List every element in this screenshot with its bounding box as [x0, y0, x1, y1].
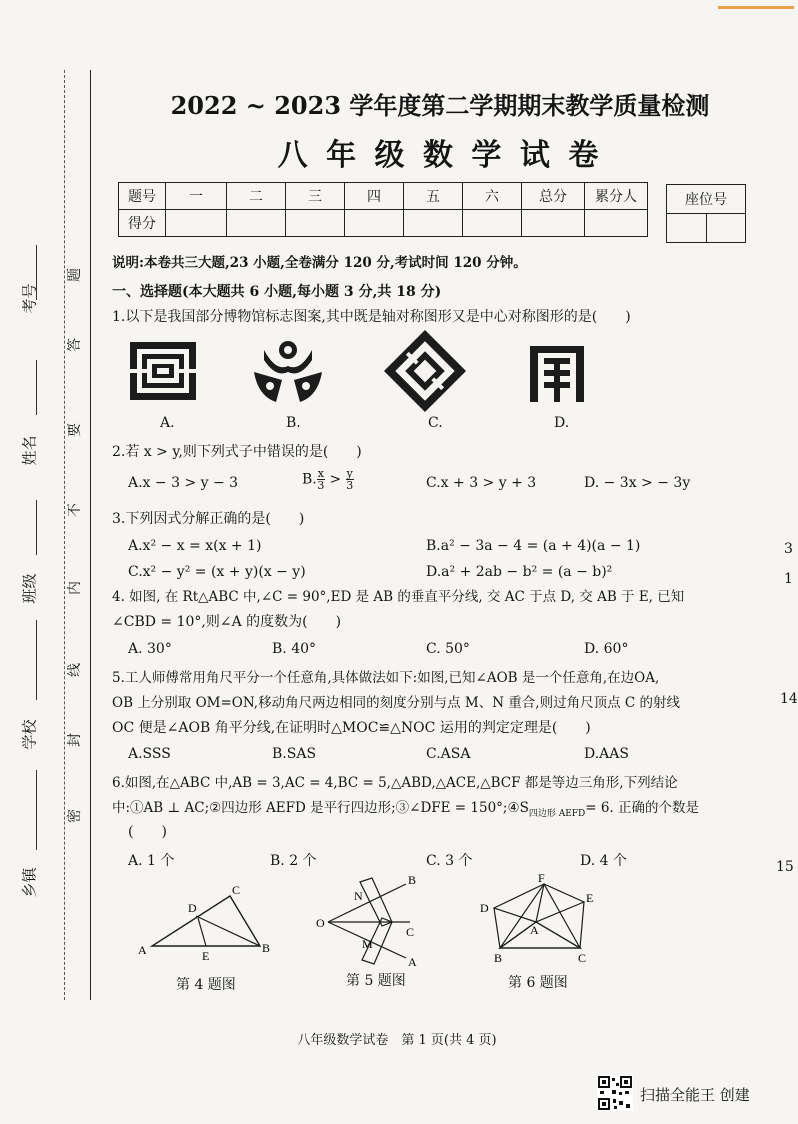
side-field-class: 班级: [20, 573, 39, 604]
q5-line3: OC 便是∠AOB 角平分线,在证明时△MOC≌△NOC 运用的判定定理是( ): [112, 720, 591, 736]
figure-4: [134, 884, 274, 964]
seal-char: 封: [67, 733, 83, 747]
q2-frac-num: y: [346, 467, 353, 480]
q2-frac-den: 3: [317, 479, 325, 492]
fig5-label-o: O: [316, 916, 325, 930]
fig6-label-c: C: [578, 951, 587, 965]
fig6-label-e: E: [586, 891, 594, 905]
fig6-label-f: F: [538, 871, 545, 885]
blank-line: [36, 245, 37, 300]
fig6-segment-df: [494, 884, 544, 908]
binding-dashed-line: [64, 70, 65, 1000]
margin-number: 15: [776, 859, 794, 875]
q5-line1: 5.工人师傅常用角尺平分一个任意角,具体做法如下:如图,已知∠AOB 是一个任意角,在边OA,: [112, 670, 660, 686]
seal-char: 题: [67, 268, 83, 282]
q6-line3: ( ): [128, 824, 167, 840]
q6-line2-text: 中:①AB ⊥ AC;②四边形 AEFD 是平行四边形;③∠DFE = 150°;④S: [112, 800, 529, 816]
seal-char: 要: [67, 423, 83, 437]
fig4-label-e: E: [202, 949, 210, 963]
score-header: 六: [463, 183, 522, 210]
figure-6-caption: 第 6 题图: [508, 975, 568, 991]
q4-option-c: C. 50°: [426, 641, 470, 657]
blank-line: [36, 620, 37, 700]
q6-line1: 6.如图,在△ABC 中,AB = 3,AC = 4,BC = 5,△ABD,△ACE,△BCF 都是等边三角形,下列结论: [112, 775, 678, 791]
score-cell: [345, 210, 404, 237]
q5-option-c: C.ASA: [426, 746, 471, 762]
figure-5: [310, 870, 430, 970]
fig6-label-b: B: [494, 951, 503, 965]
side-field-name: 姓名: [20, 435, 39, 466]
page-footer: 八年级数学试卷 第 1 页(共 4 页): [297, 1033, 497, 1048]
score-header: 四: [345, 183, 404, 210]
q2-option-b-prefix: B.: [302, 471, 317, 488]
qr-code-icon: [597, 1075, 633, 1111]
q6-line2: [112, 799, 699, 823]
q5-option-a: A.SSS: [128, 746, 171, 762]
fig5-ruler-upper: [360, 878, 392, 926]
q4-line1: 4. 如图, 在 Rt△ABC 中,∠C = 90°,ED 是 AB 的垂直平分线, 交 AC 于点 D, 交 AB 于 E, 已知: [112, 589, 685, 605]
q1-logo-c: [382, 334, 468, 408]
fig5-label-c: C: [406, 925, 415, 939]
side-field-town: 乡镇: [20, 867, 39, 898]
instructions: 说明:本卷共三大题,23 小题,全卷满分 120 分,考试时间 120 分钟。: [112, 255, 527, 271]
q1-option-a: A.: [160, 415, 175, 431]
q4-line2: ∠CBD = 10°,则∠A 的度数为( ): [112, 614, 342, 630]
score-cell: [404, 210, 463, 237]
seat-label: 座位号: [667, 185, 746, 214]
fig5-ray-ob: [328, 884, 406, 922]
q5-line2: OB 上分别取 OM=ON,移动角尺两边相同的刻度分别与点 M、N 重合,则过角尺顶点 C 的射线: [112, 695, 681, 711]
score-cell: [286, 210, 345, 237]
q1-logo-b: [250, 338, 326, 404]
q3-stem: 3.下列因式分解正确的是( ): [112, 511, 305, 527]
fig4-label-c: C: [232, 883, 241, 897]
side-field-school: 学校: [20, 719, 39, 750]
q6-option-c: C. 3 个: [426, 853, 473, 869]
binding-line: [90, 70, 91, 1000]
margin-number: 14: [780, 691, 798, 707]
score-header: 一: [166, 183, 227, 210]
seat-cell: [706, 214, 746, 243]
q5-option-b: B.SAS: [272, 746, 317, 762]
q2-option-b: [302, 468, 354, 491]
q2-gt: >: [329, 471, 342, 488]
blank-line: [36, 770, 37, 850]
q6-line2-end: = 6. 正确的个数是: [585, 800, 700, 816]
seal-char: 答: [67, 338, 83, 352]
score-header: 题号: [119, 183, 166, 210]
section-heading: 一、选择题(本大题共 6 小题,每小题 3 分,共 18 分): [112, 284, 442, 300]
scanner-watermark: 扫描全能王 创建: [640, 1086, 750, 1104]
fig6-label-d: D: [480, 901, 489, 915]
seat-cell: [667, 214, 707, 243]
score-row-label: 得分: [119, 210, 166, 237]
fig5-label-a: A: [408, 955, 417, 969]
seal-char: 密: [67, 809, 83, 823]
score-header: 五: [404, 183, 463, 210]
seal-char: 线: [67, 663, 83, 677]
figure-5-caption: 第 5 题图: [346, 973, 406, 989]
q1-logo-a: [128, 340, 200, 404]
q2-stem: 2.若 x > y,则下列式子中错误的是( ): [112, 444, 362, 460]
q6-line2-subscript: 四边形 AEFD: [528, 809, 586, 819]
fig4-label-b: B: [262, 941, 271, 955]
seal-char: 内: [67, 581, 83, 595]
q1-option-c: C.: [428, 415, 443, 431]
q1-stem: 1.以下是我国部分博物馆标志图案,其中既是轴对称图形又是中心对称图形的是( ): [112, 309, 631, 325]
score-cell: [463, 210, 522, 237]
blank-line: [36, 500, 37, 555]
q2-option-c: C.x + 3 > y + 3: [426, 475, 537, 491]
q2-frac-den: 3: [346, 479, 354, 492]
q3-option-b: B.a² − 3a − 4 = (a + 4)(a − 1): [426, 538, 641, 554]
score-header: 总分: [522, 183, 585, 210]
score-cell: [522, 210, 585, 237]
q4-option-a: A. 30°: [128, 641, 172, 657]
score-table: [118, 182, 648, 237]
q6-option-a: A. 1 个: [128, 853, 175, 869]
fig5-label-n: N: [354, 889, 363, 903]
q6-option-d: D. 4 个: [580, 853, 627, 869]
q1-option-b: B.: [286, 415, 301, 431]
q4-option-b: B. 40°: [272, 641, 317, 657]
score-header: 二: [227, 183, 286, 210]
blank-line: [36, 360, 37, 415]
q4-option-d: D. 60°: [584, 641, 629, 657]
fig4-label-a: A: [138, 943, 147, 957]
score-cell: [166, 210, 227, 237]
figure-4-caption: 第 4 题图: [176, 977, 236, 993]
score-cell: [585, 210, 648, 237]
fig5-label-b: B: [408, 873, 417, 887]
q2-frac-num: x: [317, 467, 324, 480]
seal-char: 不: [67, 503, 83, 517]
score-header: 累分人: [585, 183, 648, 210]
fig6-triangle-bcf: [500, 884, 580, 948]
seat-table: [666, 184, 746, 243]
margin-number: 1: [784, 571, 793, 587]
score-cell: [227, 210, 286, 237]
exam-title: 2022 ~ 2023 学年度第二学期期末教学质量检测: [170, 91, 710, 120]
side-field-exam-number: 考号: [20, 283, 39, 314]
fig5-label-m: M: [362, 937, 373, 951]
q3-option-c: C.x² − y² = (x + y)(x − y): [128, 564, 306, 580]
q2-option-d: D. − 3x > − 3y: [584, 475, 691, 491]
q1-logo-d: [526, 340, 588, 406]
exam-subtitle: 八 年 级 数 学 试 卷: [277, 138, 603, 173]
q6-option-b: B. 2 个: [270, 853, 317, 869]
scan-edge-mark: [718, 6, 794, 9]
score-header: 三: [286, 183, 345, 210]
q1-option-d: D.: [554, 415, 570, 431]
q5-option-d: D.AAS: [584, 746, 629, 762]
q3-option-a: A.x² − x = x(x + 1): [128, 538, 262, 554]
margin-number: 3: [784, 541, 793, 557]
fig4-segment-de: [198, 918, 206, 946]
q2-option-a: A.x − 3 > y − 3: [128, 475, 239, 491]
figure-6: [476, 872, 606, 966]
fig6-segment-fe: [544, 884, 584, 902]
fig4-label-d: D: [188, 901, 197, 915]
q3-option-d: D.a² + 2ab − b² = (a − b)²: [426, 564, 613, 580]
fig6-label-a: A: [530, 923, 539, 937]
